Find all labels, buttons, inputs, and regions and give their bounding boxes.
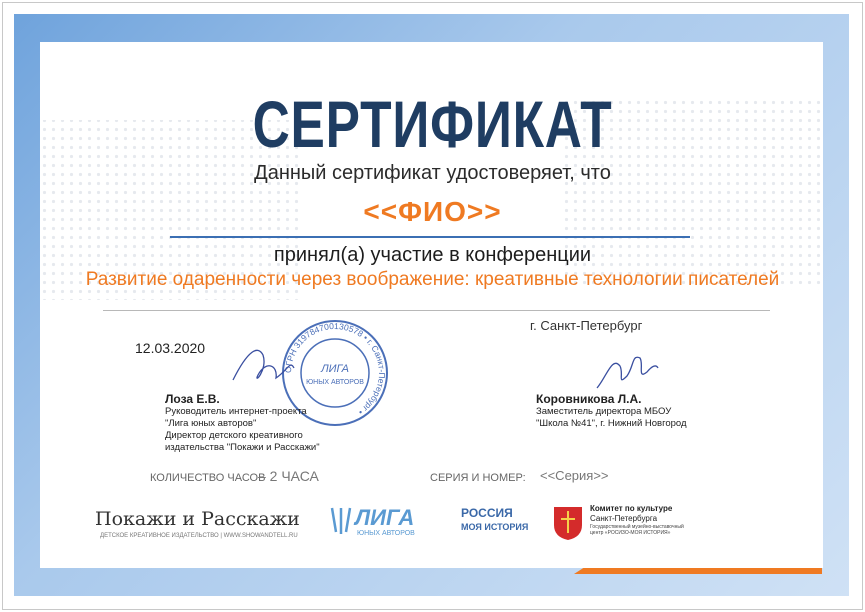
certificate-subtitle: Данный сертификат удостоверяет, что [254,162,611,184]
russia-logo-top: РОССИЯ [461,506,513,520]
series-label: СЕРИЯ И НОМЕР: [430,472,526,484]
committee-logo-title: Комитет по культуре [590,504,673,513]
signer-left-title [165,406,335,454]
liga-logo: ЛИГА [355,505,415,530]
signer-right-name: Коровникова Л.А. [536,392,642,406]
stamp-ring-text: ОГРН 319784700130578 • г. Санкт-Петербург • [282,320,388,418]
signer-right-title [536,406,706,430]
stamp-center-bottom: ЮНЫХ АВТОРОВ [306,379,364,386]
spb-coat-of-arms-icon [552,503,584,541]
certificate-title: СЕРТИФИКАТ [252,87,613,161]
participation-text: принял(а) участие в конференции [273,244,592,266]
russia-logo-bottom: МОЯ ИСТОРИЯ [461,522,529,532]
pokazhi-logo-sub: ДЕТСКОЕ КРЕАТИВНОЕ ИЗДАТЕЛЬСТВО | WWW.SHOWANDTELL.RU [100,533,298,539]
signer-left-line: издательства "Покажи и Расскажи" [165,442,320,453]
signature-right [592,346,662,394]
signer-right-line: Заместитель директора МБОУ [536,406,672,417]
stamp-center-top: ЛИГА [321,363,349,375]
name-underline [170,236,690,238]
signature-left [228,340,298,390]
hours-label: КОЛИЧЕСТВО ЧАСОВ [150,472,266,484]
signer-left-line: Руководитель интернет-проекта [165,406,307,417]
signer-left-name: Лоза Е.В. [165,392,220,406]
conference-underline [103,310,770,311]
date-text: 12.03.2020 [135,340,206,356]
pokazhi-logo: Покажи и Расскажи [95,508,300,530]
committee-logo-sub: Государственный музейно-выставочный центр «РОСИЗО-МОЯ ИСТОРИЯ» [590,524,684,536]
committee-logo-city: Санкт-Петербурга [590,514,658,523]
signer-left-line: Директор детского креативного [165,430,303,441]
city-text: г. Санкт-Петербург [530,318,643,333]
liga-logo-sub: ЮНЫХ АВТОРОВ [357,530,415,537]
conference-title: Развитие одаренности через воображение: креативные технологии писателей [85,269,780,290]
series-value: <<Серия>> [540,468,609,483]
quill-icon [328,506,354,536]
signer-right-line: "Школа №41", г. Нижний Новгород [536,418,687,429]
signer-left-line: "Лига юных авторов" [165,418,257,429]
recipient-name: <<ФИО>> [363,196,502,227]
hours-value: – 2 ЧАСА [258,468,319,484]
